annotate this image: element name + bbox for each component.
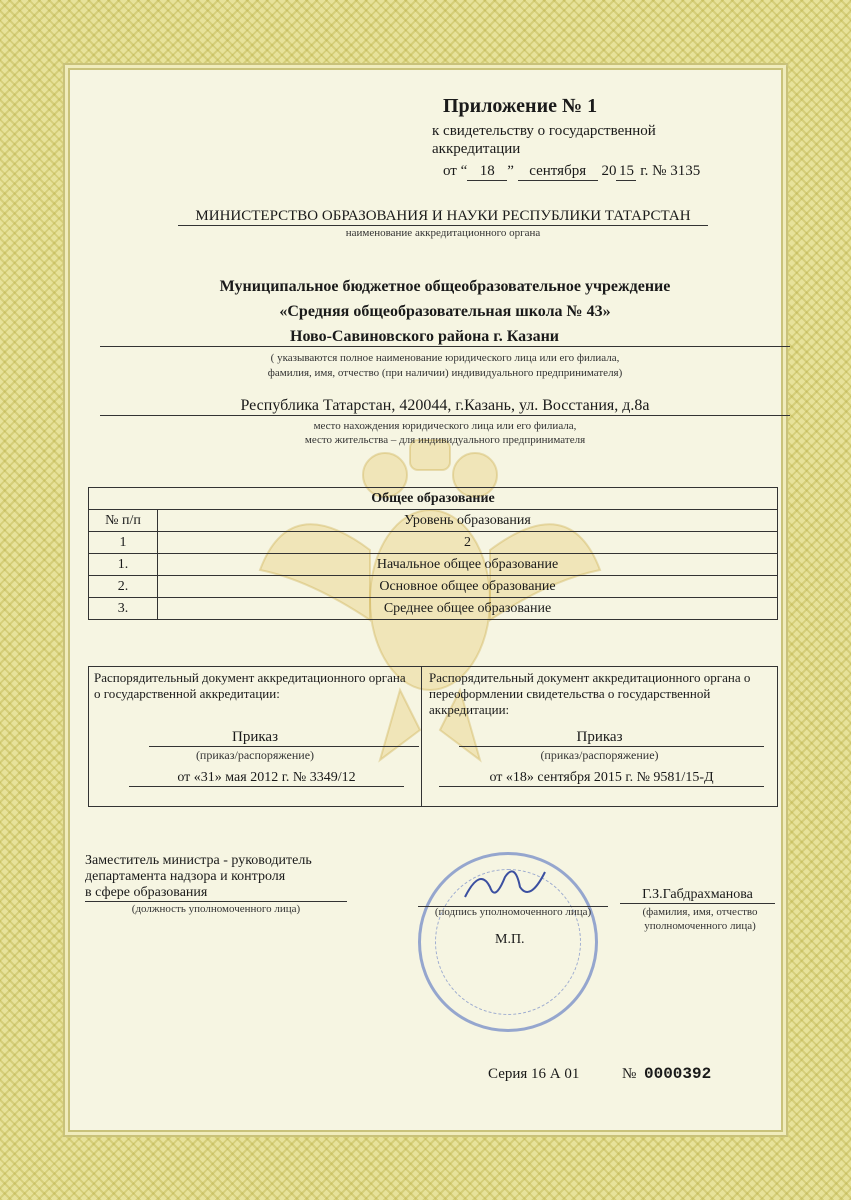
education-levels-table [88,487,778,620]
right-document-heading: Распорядительный документ аккредитационного органа о переоформлении свидетельства о государственной аккредитации: [429,670,751,717]
handwritten-signature [460,862,550,907]
certificate-series: Серия 16 А 01 [488,1066,580,1082]
table-index-row [89,532,778,554]
row-level: Среднее общее образование [158,598,778,620]
date-year-prefix: 20 [601,163,617,179]
appendix-number: г. № 3135 [640,163,701,179]
row-number: 1. [89,554,158,576]
certificate-number: 0000392 [644,1065,712,1083]
address-caption2: место жительства – для индивидуального предпринимателя [304,434,586,446]
table-row [89,576,778,598]
date-day: 18 [467,163,507,181]
signatory-name-caption2: уполномоченного лица) [644,920,756,932]
left-document-type: Приказ [231,729,278,745]
column-index-number: 1 [89,532,158,554]
authority-caption: наименование аккредитационного органа [345,227,541,239]
signatory-position-line2: департамента надзора и контроля [85,869,286,884]
right-document-type-line [459,746,764,747]
appendix-subtitle-line2: аккредитации [432,141,521,157]
appendix-title: Приложение № 1 [443,95,598,117]
signature-caption: (подпись уполномоченного лица) [434,906,592,918]
date-prefix: от [443,163,457,179]
address-caption1: место нахождения юридического лица или его филиала, [313,420,577,432]
signatory-position-caption: (должность уполномоченного лица) [131,903,301,915]
table-row [89,554,778,576]
signatory-name-caption1: (фамилия, имя, отчество [642,906,758,918]
signatory-position-line3: в сфере образования [85,885,347,902]
table-title: Общее образование [89,488,778,510]
row-level: Начальное общее образование [158,554,778,576]
organization-caption2: фамилия, имя, отчество (при наличии) индивидуального предпринимателя) [267,367,623,379]
signatory-position-line1: Заместитель министра - руководитель [85,853,312,868]
organization-line2: «Средняя общеобразовательная школа № 43» [279,303,611,320]
row-number: 2. [89,576,158,598]
date-month: сентября [518,163,598,181]
table-header-row [89,510,778,532]
left-document-type-line [149,746,419,747]
column-header-number: № п/п [89,510,158,532]
organization-line3: Ново-Савиновского района г. Казани [100,328,790,347]
appendix-subtitle-line1: к свидетельству о государственной [432,123,656,139]
organization-caption1: ( указываются полное наименование юридического лица или его филиала, [270,352,620,364]
table-row [89,598,778,620]
left-document-heading: Распорядительный документ аккредитационного органа о государственной аккредитации: [94,670,406,701]
row-number: 3. [89,598,158,620]
appendix-date-prefix: от “ 18 ” сентября 20 15 г. № 3135 [443,163,701,179]
seal-label: М.П. [495,932,525,947]
column-header-level: Уровень образования [158,510,778,532]
organization-line1: Муниципальное бюджетное общеобразовательное учреждение [219,278,671,295]
date-year-suffix: 15 [616,163,636,181]
certificate-number-label: № [622,1066,637,1082]
address-text: Республика Татарстан, 420044, г.Казань, ул. Восстания, д.8а [100,397,790,416]
column-index-level: 2 [158,532,778,554]
table-title-row [89,488,778,510]
row-level: Основное общее образование [158,576,778,598]
right-document-ref: от «18» сентября 2015 г. № 9581/15-Д [439,770,764,787]
right-document-type: Приказ [576,729,623,745]
authority-name: МИНИСТЕРСТВО ОБРАЗОВАНИЯ И НАУКИ РЕСПУБЛИКИ ТАТАРСТАН [178,208,708,226]
left-document-ref: от «31» мая 2012 г. № 3349/12 [129,770,404,787]
signatory-name: Г.З.Габдрахманова [620,887,775,904]
right-document-type-caption: (приказ/распоряжение) [540,748,659,762]
administrative-documents-box [88,666,778,807]
left-document-type-caption: (приказ/распоряжение) [195,748,315,762]
